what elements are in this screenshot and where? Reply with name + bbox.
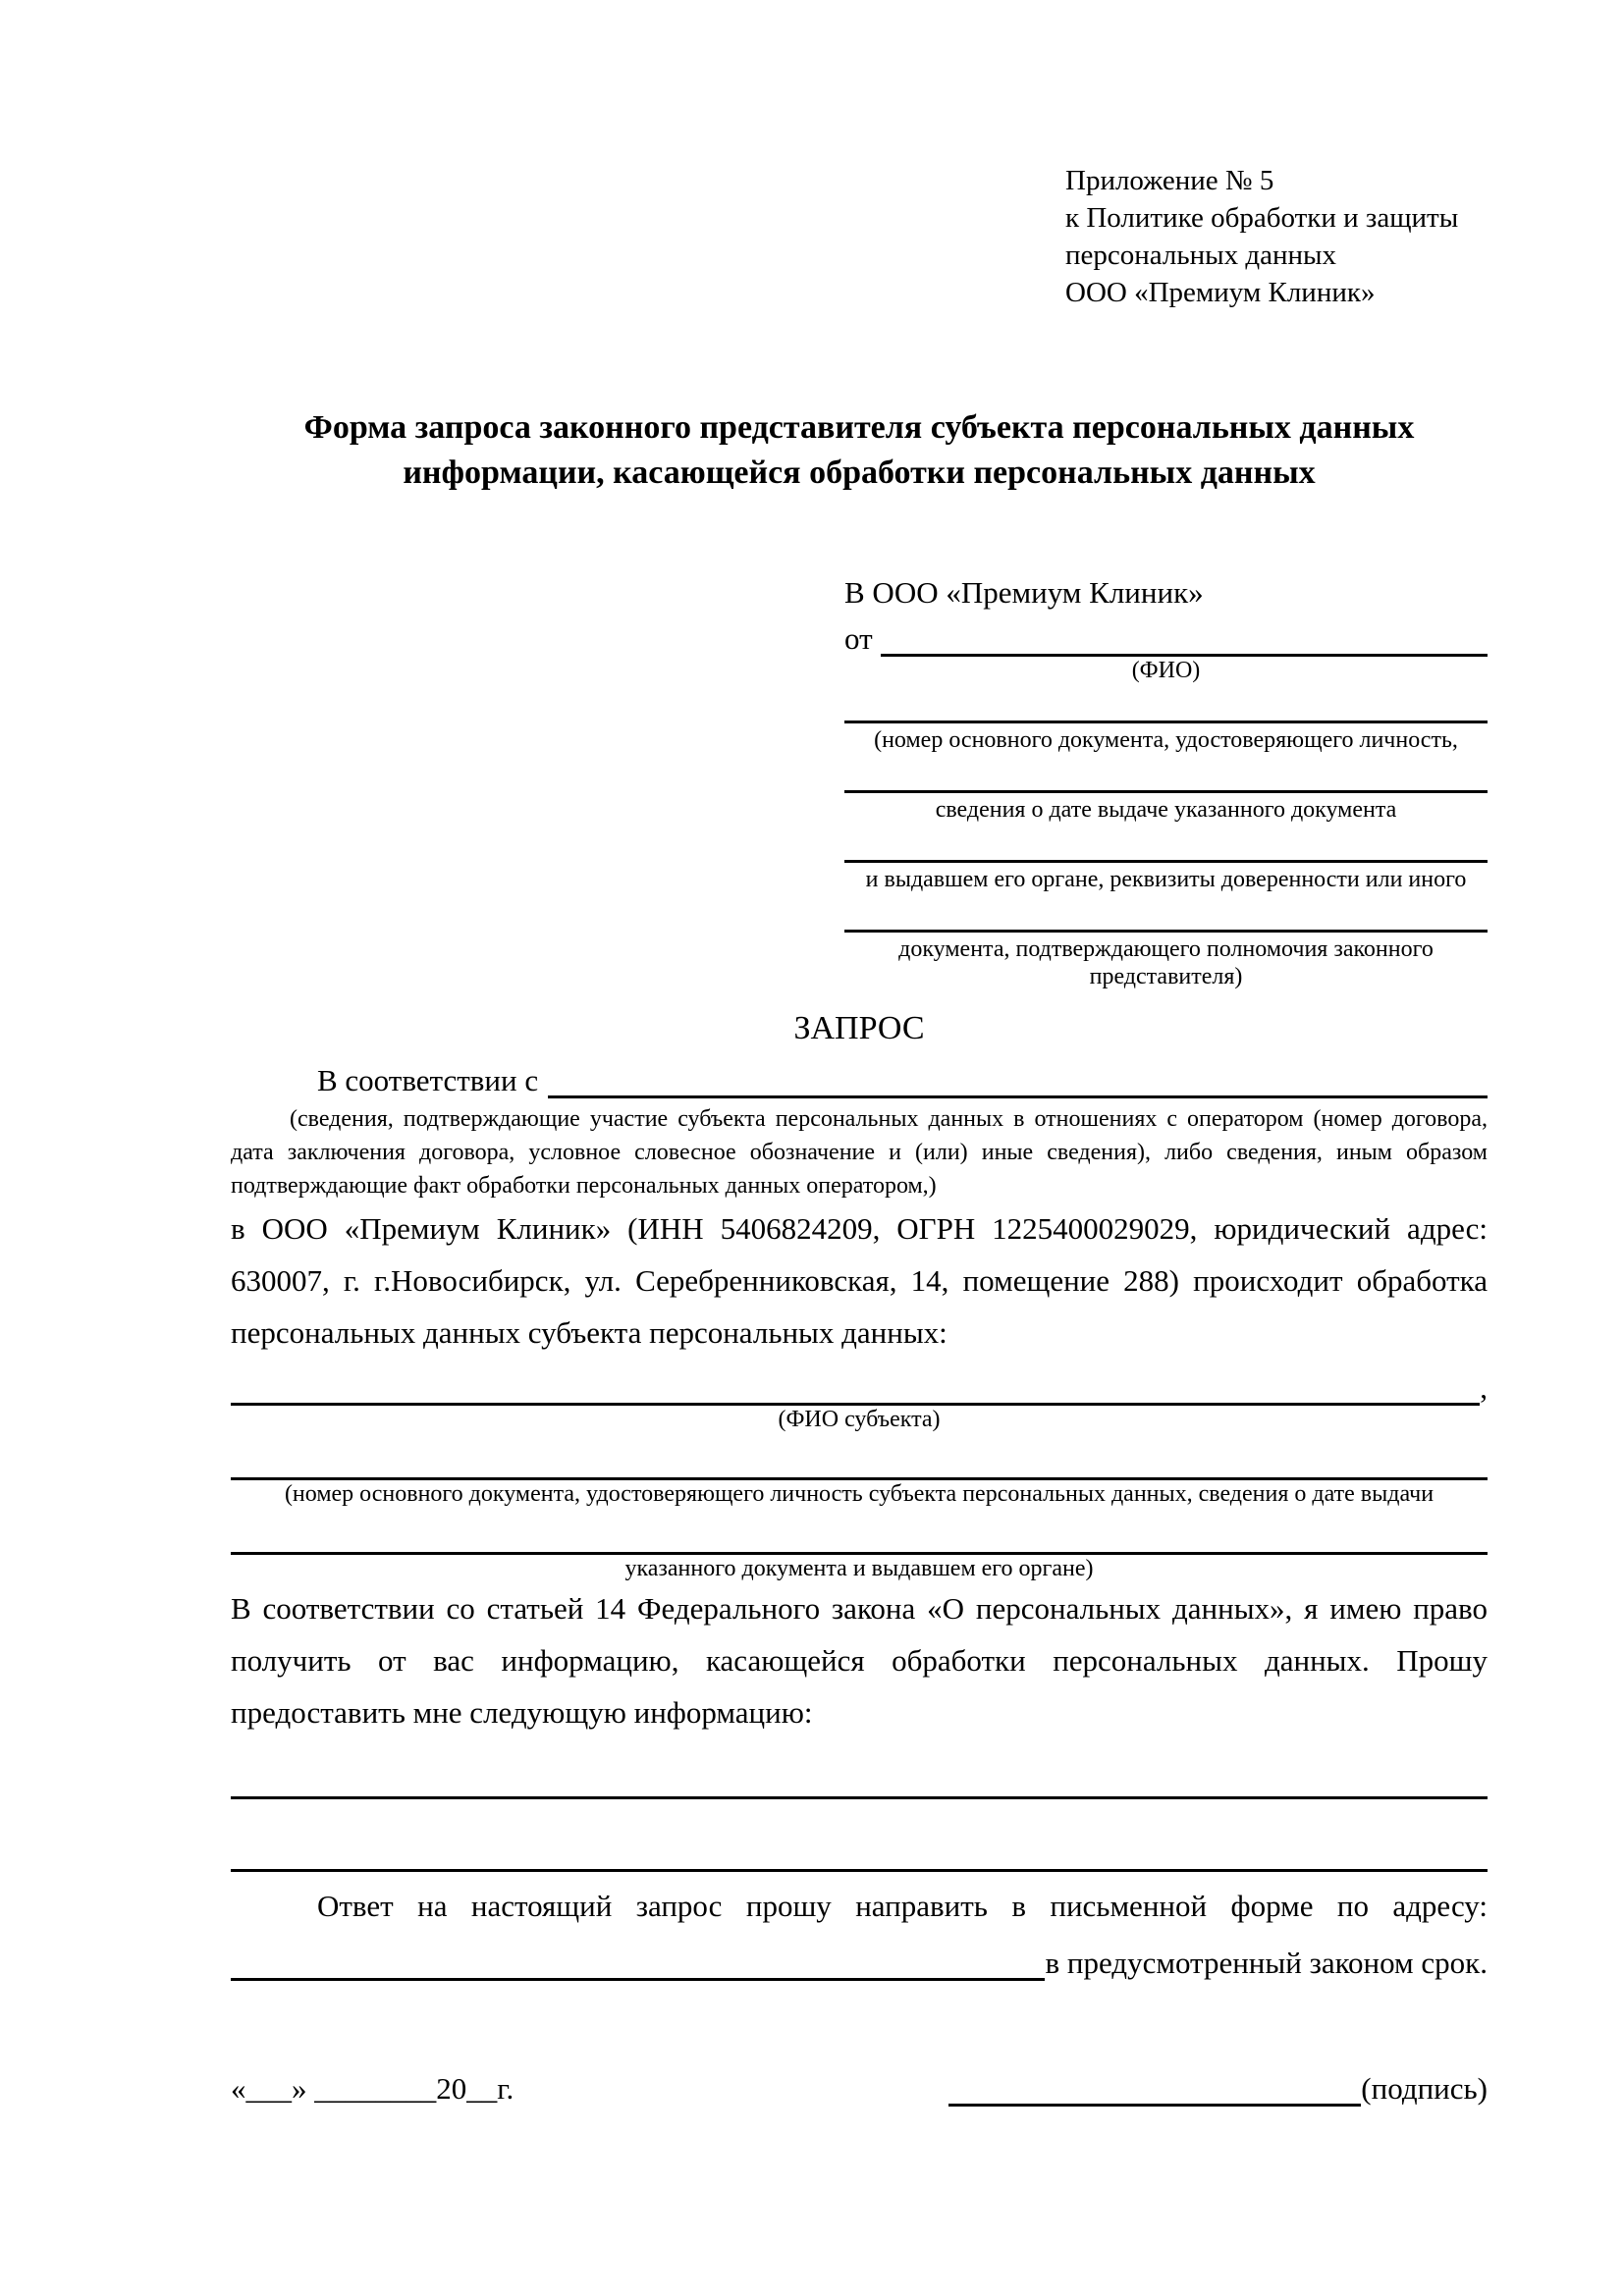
from-field	[844, 614, 1488, 657]
blank-line	[231, 1829, 1488, 1872]
subject-doc-caption: указанного документа и выдавшем его органе)	[624, 1556, 1094, 1581]
fio-caption: (ФИО)	[1131, 658, 1201, 683]
signature-field	[948, 2067, 1488, 2107]
subject-doc-blank-line	[231, 1439, 1488, 1480]
appendix-note-line: ООО «Премиум Клиник»	[1065, 277, 1376, 308]
representative-doc-field	[844, 899, 1488, 990]
footer	[231, 2067, 1488, 2107]
subject-fio-comma: ,	[1480, 1370, 1488, 1405]
appendix-note-line: к Политике обработки и защиты	[1065, 202, 1459, 234]
subject-fio-field	[231, 1364, 1488, 1406]
signature-blank-line	[948, 2067, 1361, 2107]
basis-blank-line	[548, 1095, 1488, 1098]
blank-line	[844, 899, 1488, 933]
blank-line	[231, 1756, 1488, 1799]
field-caption: документа, подтверждающего полномочия законного представителя)	[898, 936, 1434, 989]
reply-address-field	[231, 1932, 1488, 1981]
blank-line	[844, 760, 1488, 793]
information-blanks	[231, 1756, 1488, 1872]
field-caption: (номер основного документа, удостоверяющего личность,	[874, 727, 1458, 753]
reply-paragraph-tail: в предусмотренный законом срок.	[1045, 1946, 1488, 1980]
addressee-block	[844, 572, 1488, 990]
addressee-to: В ООО «Премиум Клиник»	[844, 575, 1204, 610]
reply-paragraph: Ответ на настоящий запрос прошу направить в письменной форме по адресу:	[317, 1889, 1488, 1923]
appendix-note-line: персональных данных	[1065, 240, 1337, 271]
representative-doc-field	[844, 760, 1488, 824]
date-field: «___» ________20__г.	[231, 2071, 514, 2106]
representative-doc-field	[844, 829, 1488, 893]
basis-label: В соответствии с	[317, 1063, 539, 1097]
blank-line	[844, 829, 1488, 863]
basis-field	[231, 1051, 1488, 1098]
signature-caption: (подпись)	[1361, 2071, 1488, 2106]
subject-doc-blank-line	[231, 1514, 1488, 1555]
document-title-line: Форма запроса законного представителя субъекта персональных данных	[303, 409, 1415, 446]
appendix-note	[1065, 162, 1488, 311]
representative-doc-field	[844, 690, 1488, 754]
subject-fio-caption: (ФИО субъекта)	[778, 1407, 941, 1432]
field-caption: и выдавшем его органе, реквизиты доверенности или иного	[865, 867, 1467, 892]
field-caption: сведения о дате выдаче указанного документа	[935, 797, 1397, 823]
subject-doc-caption: (номер основного документа, удостоверяющего личность субъекта персональных данных, сведения о дате выдачи	[284, 1481, 1435, 1507]
document-title-line: информации, касающейся обработки персональных данных	[403, 454, 1316, 491]
appendix-note-line: Приложение № 5	[1065, 165, 1274, 196]
from-label: от	[844, 621, 873, 656]
reply-address-blank-line	[231, 1978, 1045, 1981]
request-heading: ЗАПРОС	[793, 1010, 925, 1046]
blank-line	[844, 690, 1488, 723]
basis-caption: (сведения, подтверждающие участие субъекта персональных данных в отношениях с оператором (номер договора, дата заключения договора, условное словесное обозначение и (или) иные сведения), либо сведения, иным образом подтверждающие факт обработки персональных данных оператором,)	[231, 1106, 1488, 1199]
operator-paragraph: в ООО «Премиум Клиник» (ИНН 5406824209, ОГРН 1225400029029, юридический адрес: 630007, г. г.Новосибирск, ул. Серебренниковская, 14, помещение 288) происходит обработка персональных данных субъекта персональных данных:	[231, 1211, 1488, 1350]
law-paragraph: В соответствии со статьей 14 Федерального закона «О персональных данных», я имею право получить от вас информацию, касающейся обработки персональных данных. Прошу предоставить мне следующую информацию:	[231, 1591, 1488, 1730]
document-title	[231, 405, 1488, 496]
